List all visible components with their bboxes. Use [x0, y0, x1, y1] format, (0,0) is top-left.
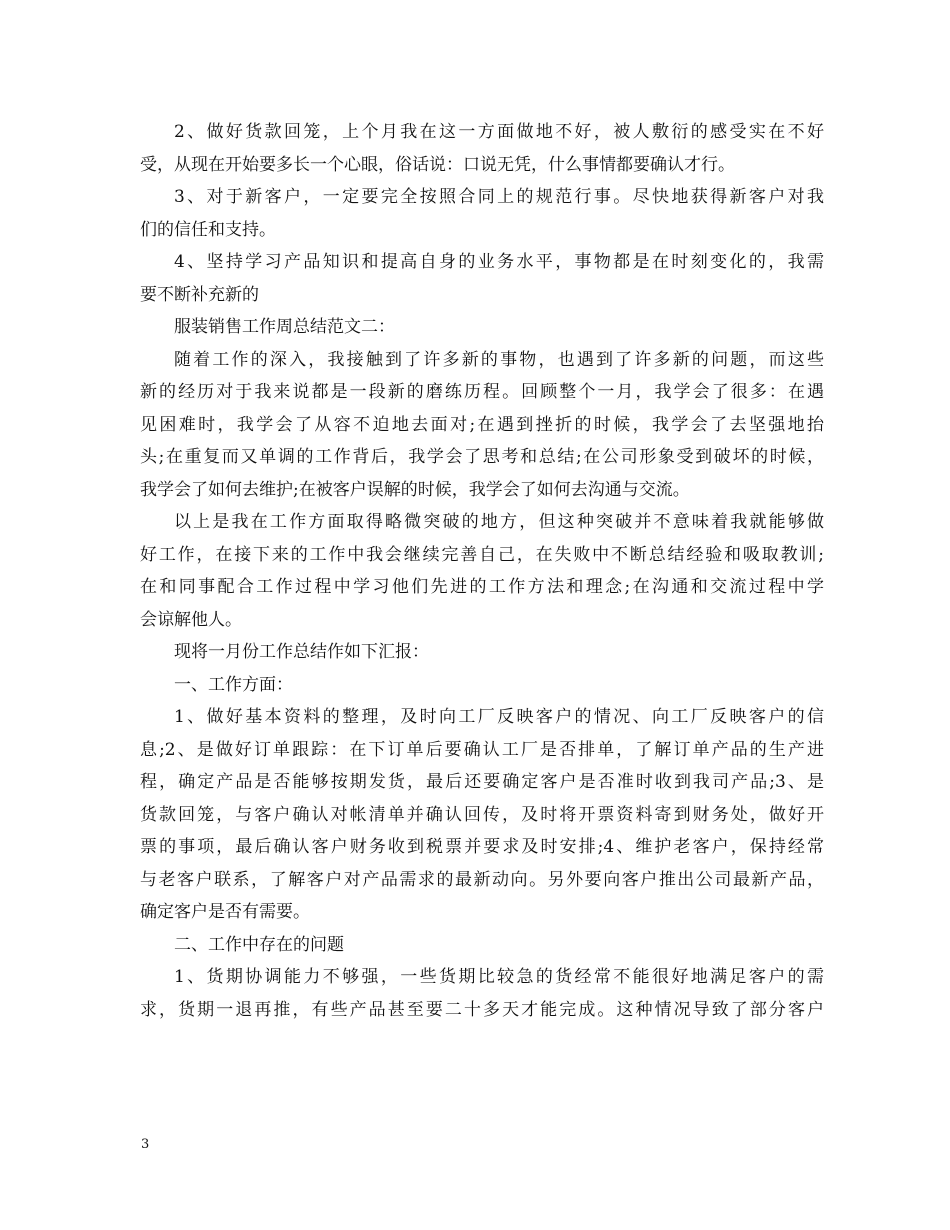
text-line: 会谅解他人。: [140, 609, 242, 630]
text-line: 2、做好货款回笼，上个月我在这一方面做地不好，被人敷衍的感受实在不好: [174, 122, 824, 142]
text-line: 我学会了如何去维护;在被客户误解的时候，我学会了如何去沟通与交流。: [140, 479, 690, 500]
text-line: 受，从现在开始要多长一个心眼，俗话说：口说无凭，什么事情都要确认才行。: [140, 154, 735, 175]
text-line: 要不断补充新的: [140, 284, 259, 305]
text-line: 新的经历对于我来说都是一段新的磨练历程。回顾整个一月，我学会了很多：在遇: [140, 382, 824, 402]
text-line: 头;在重复而又单调的工作背后，我学会了思考和总结;在公司形象受到破坏的时候，: [140, 447, 824, 467]
document-body: [140, 116, 824, 1026]
text-line: 服装销售工作周总结范文二：: [174, 317, 395, 337]
text-line: 在和同事配合工作过程中学习他们先进的工作方法和理念;在沟通和交流过程中学: [140, 577, 824, 597]
text-line: 现将一月份工作总结作如下汇报：: [174, 642, 429, 662]
text-line: 确定客户是否有需要。: [140, 902, 310, 922]
text-line: 1、做好基本资料的整理，及时向工厂反映客户的情况、向工厂反映客户的信: [174, 707, 824, 727]
text-line: 3、对于新客户，一定要完全按照合同上的规范行事。尽快地获得新客户对我: [174, 187, 824, 207]
page-number: 3: [141, 1137, 150, 1152]
text-line: 票的事项，最后确认客户财务收到税票并要求及时安排;4、维护老客户，保持经常: [140, 837, 824, 857]
text-line: 求，货期一退再推，有些产品甚至要二十多天才能完成。这种情况导致了部分客户: [140, 999, 824, 1020]
text-line: 二、工作中存在的问题: [174, 934, 344, 955]
text-line: 程，确定产品是否能够按期发货，最后还要确定客户是否准时收到我司产品;3、是: [140, 772, 824, 792]
text-line: 们的信任和支持。: [140, 219, 276, 240]
text-line: 以上是我在工作方面取得略微突破的地方，但这种突破并不意味着我就能够做: [174, 512, 824, 532]
text-line: 一、工作方面：: [174, 674, 293, 695]
text-line: 与老客户联系，了解客户对产品需求的最新动向。另外要向客户推出公司最新产品，: [140, 869, 824, 890]
text-line: 1、货期协调能力不够强，一些货期比较急的货经常不能很好地满足客户的需: [174, 967, 824, 987]
text-line: 货款回笼，与客户确认对帐清单并确认回传，及时将开票资料寄到财务处，做好开: [140, 804, 824, 825]
text-line: 好工作，在接下来的工作中我会继续完善自己，在失败中不断总结经验和吸取教训;: [140, 544, 824, 565]
text-line: 随着工作的深入，我接触到了许多新的事物，也遇到了许多新的问题，而这些: [174, 349, 824, 370]
text-line: 息;2、是做好订单跟踪：在下订单后要确认工厂是否排单，了解订单产品的生产进: [140, 739, 824, 760]
text-line: 见困难时，我学会了从容不迫地去面对;在遇到挫折的时候，我学会了去坚强地抬: [140, 414, 824, 435]
text-line: 4、坚持学习产品知识和提高自身的业务水平，事物都是在时刻变化的，我需: [174, 252, 824, 272]
